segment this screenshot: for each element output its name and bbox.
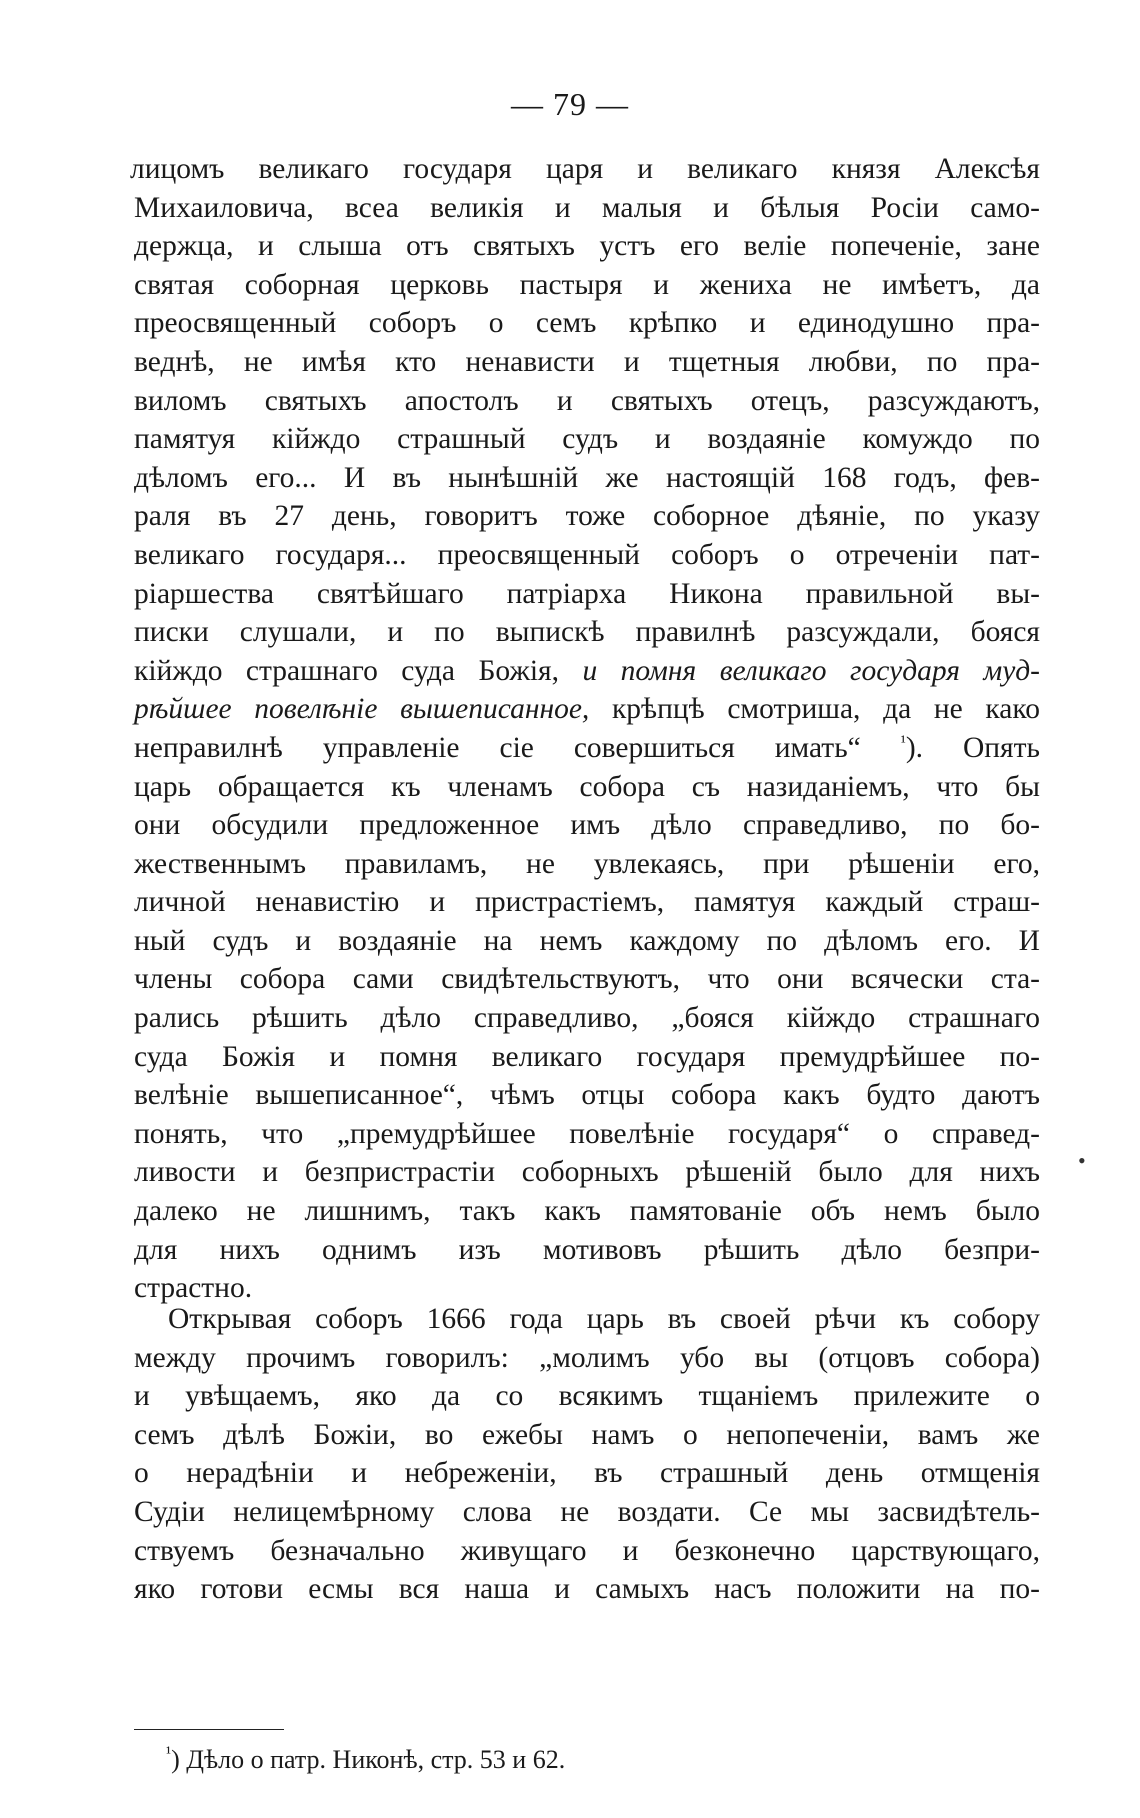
text-line: семъ дѣлѣ Божіи, во ежебы намъ о непопеченіи, вамъ же: [134, 1418, 1040, 1451]
text-line: виломъ святыхъ апостолъ и святыхъ отецъ, разсуждаютъ,: [134, 384, 1040, 417]
text-line: святая соборная церковь пастыря и жениха не имѣетъ, да: [134, 268, 1040, 301]
text-line: великаго государя... преосвященный соборъ о отреченіи пат-: [134, 538, 1040, 571]
text-line: преосвященный соборъ о семъ крѣпко и единодушно пра-: [134, 307, 1040, 340]
text-line: Михаиловича, всеа великія и малыя и бѣлыя Росіи само-: [134, 191, 1040, 224]
footnote-reference: ¹: [900, 731, 906, 751]
text-line: [134, 729, 1040, 768]
text-line: далеко не лишнимъ, такъ какъ памятованіе объ немъ было: [134, 1195, 1040, 1228]
text-line: личной ненавистію и пристрастіемъ, памятуя каждый страш-: [134, 886, 1040, 919]
text-line: между прочимъ говорилъ: „молимъ убо вы (отцовъ собора): [134, 1341, 1040, 1374]
text-line: [134, 652, 1040, 691]
text-line: яко готови есмы вся наша и самыхъ насъ положити на по-: [134, 1573, 1040, 1606]
footnote-divider: [134, 1729, 284, 1730]
text-run: ). Опять: [905, 731, 1040, 764]
text-run: кійждо страшнаго суда Божія,: [134, 654, 583, 687]
footnote: [166, 1744, 565, 1776]
text-line: рались рѣшить дѣло справедливо, „бояся кійждо страшнаго: [134, 1002, 1040, 1035]
text-line: раля въ 27 день, говоритъ тоже соборное дѣяніе, по указу: [134, 500, 1040, 533]
text-line: Судіи нелицемѣрному слова не воздати. Се мы засвидѣтель-: [134, 1495, 1040, 1528]
text-line: ливости и безпристрастіи соборныхъ рѣшеній было для нихъ: [134, 1156, 1040, 1189]
quotation-italic: и помня великаго государя муд-: [582, 654, 1040, 687]
text-line: для нихъ однимъ изъ мотивовъ рѣшить дѣло безпри-: [134, 1233, 1040, 1266]
margin-dot: •: [1078, 1148, 1086, 1173]
text-line: писки слушали, и по выпискѣ правилнѣ разсуждали, бояся: [134, 616, 1040, 649]
text-line: держца, и слыша отъ святыхъ устъ его веліе попеченіе, зане: [134, 230, 1040, 263]
text-line: понять, что „премудрѣйшее повелѣніе государя“ о справед-: [134, 1117, 1040, 1150]
text-line: ствуемъ безначально живущаго и безконечно царствующаго,: [134, 1534, 1040, 1567]
text-line: веднѣ, не имѣя кто ненависти и тщетныя любви, по пра-: [134, 345, 1040, 378]
text-line: ный судъ и воздаяніе на немъ каждому по дѣломъ его. И: [134, 924, 1040, 957]
text-line: памятуя кійждо страшный судъ и воздаяніе комуждо по: [134, 423, 1040, 456]
page-number: — 79 —: [511, 86, 629, 122]
text-line: велѣніе вышеписанное“, чѣмъ отцы собора какъ будто даютъ: [134, 1079, 1040, 1112]
text-line: лицомъ великаго государя царя и великаго князя Алексѣя: [130, 153, 1040, 185]
footnote-text: ) Дѣло о патр. Никонѣ, стр. 53 и 62.: [171, 1745, 566, 1774]
text-line: жественнымъ правиламъ, не увлекаясь, при рѣшеніи его,: [134, 847, 1040, 880]
text-line: царь обращается къ членамъ собора съ назиданіемъ, что бы: [134, 770, 1040, 803]
text-line: и увѣщаемъ, яко да со всякимъ тщаніемъ прилежите о: [134, 1380, 1040, 1413]
footnote-number: ¹: [166, 1743, 172, 1762]
text-line: о нерадѣніи и небреженіи, въ страшный день отмщенія: [134, 1457, 1040, 1490]
text-line: [134, 690, 1040, 729]
text-line: они обсудили предложенное имъ дѣло справедливо, по бо-: [134, 809, 1040, 842]
text-line: суда Божія и помня великаго государя премудрѣйшее по-: [134, 1040, 1040, 1073]
text-run: неправилнѣ управленіе сіе совершиться имать“: [134, 731, 901, 764]
text-run: крѣпцѣ смотриша, да не како: [589, 693, 1040, 726]
paragraph-2: [134, 1300, 1040, 1609]
text-line: страстно.: [134, 1272, 253, 1305]
text-line: дѣломъ его... И въ нынѣшній же настоящій 168 годъ, фев-: [134, 461, 1040, 494]
quotation-italic: рѣйшее повелѣніе вышеписанное,: [134, 693, 590, 726]
paragraph-1: [130, 150, 1040, 1308]
text-line: ріаршества святѣйшаго патріарха Никона правильной вы-: [134, 577, 1040, 610]
text-line: члены собора сами свидѣтельствуютъ, что они всячески ста-: [134, 963, 1040, 996]
text-line: Открывая соборъ 1666 года царь въ своей рѣчи къ собору: [168, 1303, 1040, 1335]
